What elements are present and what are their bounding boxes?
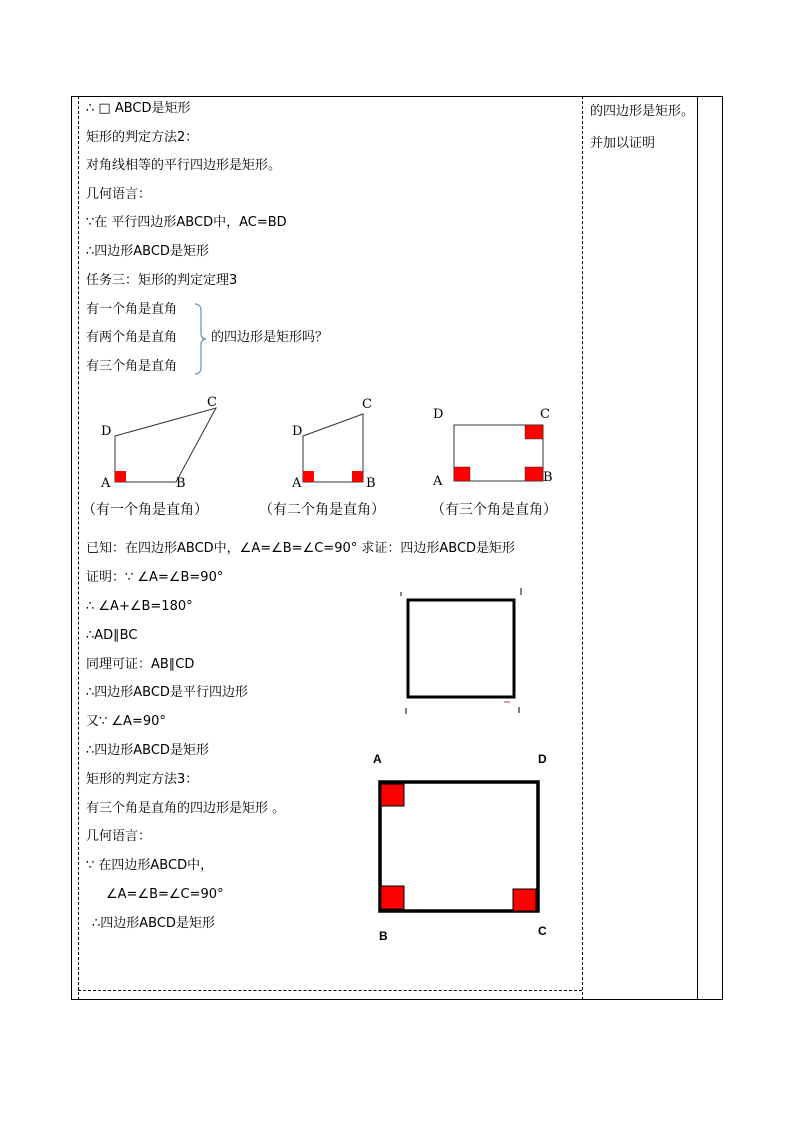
side-text-line: 的四边形是矩形。 [590, 104, 695, 119]
fig1-label-a: A [101, 476, 111, 491]
fig2-label-a: A [292, 476, 302, 491]
fig2-label-c: C [362, 397, 372, 412]
rect-label-a: A [373, 752, 382, 766]
fig3-label-d: D [433, 407, 444, 422]
text-line: 的四边形是矩形吗？ [211, 330, 329, 345]
text-line: 对角线相等的平行四边形是矩形。 [86, 158, 282, 173]
frame-right [722, 96, 723, 1000]
text-line: ∴四边形ABCD是平行四边形 [86, 685, 248, 700]
text-line: ∵在 平行四边形ABCD中，AC=BD [86, 215, 287, 230]
text-line: 有三个角是直角的四边形是矩形 。 [86, 801, 286, 816]
text-line: 任务三：矩形的判定定理3 [86, 273, 238, 288]
fig1-label-c: C [207, 395, 217, 410]
fig3-label-a: A [433, 474, 443, 489]
figure-caption: （有一个角是直角） [82, 502, 208, 518]
rectangle-figure [376, 778, 544, 916]
text-line: ∴四边形ABCD是矩形 [86, 244, 209, 259]
text-line: ∴ □ ABCD是矩形 [86, 101, 191, 116]
frame-dash-bottom [78, 990, 582, 991]
frame-bottom [71, 999, 723, 1000]
text-line: ∴四边形ABCD是矩形 [86, 743, 209, 758]
text-line: 又∵ ∠A=90° [86, 714, 166, 729]
text-line: 几何语言： [86, 187, 152, 202]
frame-left [71, 96, 72, 1000]
frame-dash-left [78, 96, 79, 1000]
square-figure [398, 585, 528, 715]
frame-inner-right [697, 96, 698, 1000]
rect-label-c: C [538, 924, 547, 938]
text-line: 有三个角是直角 [86, 359, 178, 374]
rect-label-d: D [538, 752, 547, 766]
figure-caption: （有二个角是直角） [259, 502, 385, 518]
fig3-label-b: B [543, 470, 553, 485]
frame-dash-middle [582, 96, 583, 1000]
text-line: ∴AD∥BC [86, 628, 138, 643]
text-line: 有一个角是直角 [86, 302, 178, 317]
fig3-label-c: C [540, 407, 550, 422]
fig1-label-b: B [176, 476, 186, 491]
side-text-line: 并加以证明 [590, 136, 656, 151]
rect-label-b: B [379, 929, 388, 943]
frame-top [71, 96, 723, 97]
text-line: 有两个角是直角 [86, 330, 178, 345]
text-line: 几何语言： [86, 829, 152, 844]
text-line: ∴ ∠A+∠B=180° [86, 599, 193, 614]
figure-three-right-angles [430, 398, 560, 493]
fig2-label-d: D [292, 424, 303, 439]
brace-icon [194, 303, 208, 375]
text-line: 证明：∵ ∠A=∠B=90° [86, 570, 224, 585]
text-line: ∵ 在四边形ABCD中， [86, 858, 214, 873]
fig1-label-d: D [101, 424, 112, 439]
text-line: 矩形的判定方法3： [86, 772, 199, 787]
text-line: 同理可证：AB∥CD [86, 657, 195, 672]
figure-two-right-angles [288, 390, 388, 495]
text-line: ∠A=∠B=∠C=90° [106, 887, 224, 902]
figure-caption: （有三个角是直角） [431, 502, 557, 518]
fig2-label-b: B [366, 476, 376, 491]
figure-one-right-angle [96, 390, 226, 495]
text-line: ∴四边形ABCD是矩形 [92, 916, 215, 931]
text-line: 已知：在四边形ABCD中，∠A=∠B=∠C=90° 求证：四边形ABCD是矩形 [86, 541, 516, 556]
text-line: 矩形的判定方法2： [86, 130, 199, 145]
